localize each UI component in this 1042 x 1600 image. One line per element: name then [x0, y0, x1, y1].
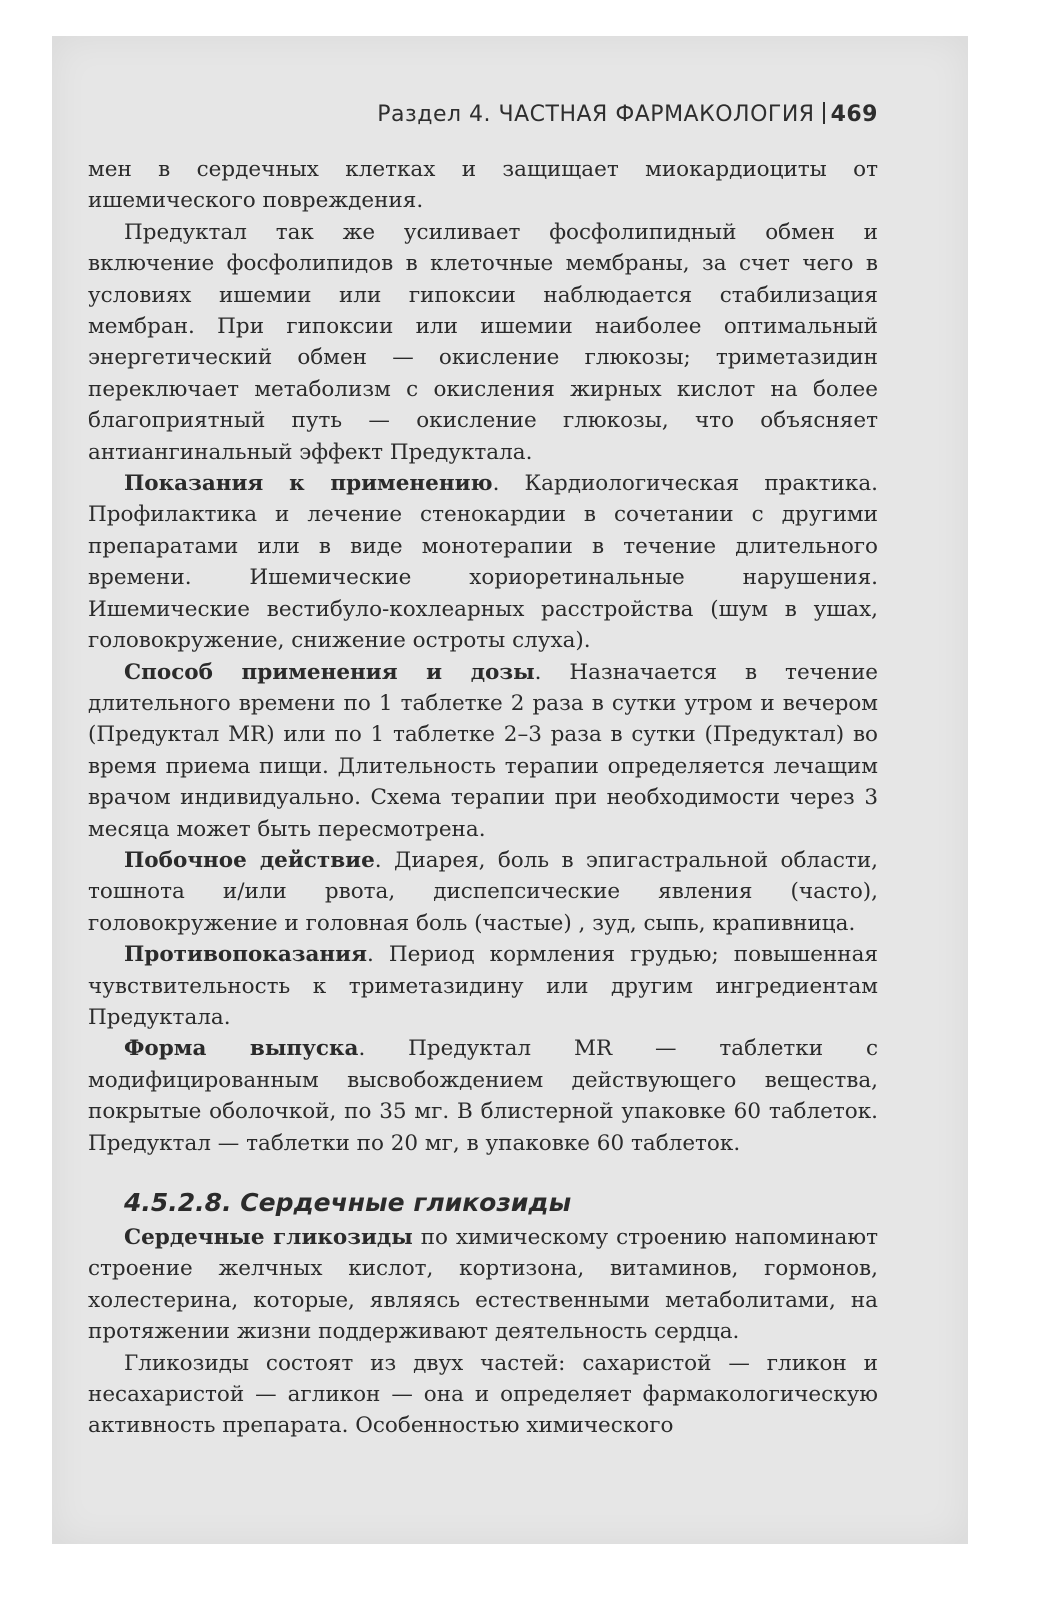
paragraph-dosage [88, 657, 878, 845]
term-release-form: Форма выпуска [124, 1036, 359, 1062]
running-header [52, 102, 878, 127]
text-indications: . Кардиологическая практика. Профилактика и лечение стенокардии в сочетании с другими препаратами или в виде монотерапии в течение длительного времени. Ишемические хориоретинальные нарушения. Ишемические вестибуло-кохлеарных расстройства (шум в ушах, головокружение, снижение остроты слуха). [88, 471, 878, 654]
header-section-title: Раздел 4. ЧАСТНАЯ ФАРМАКОЛОГИЯ [377, 102, 815, 127]
section-heading: 4.5.2.8. Сердечные гликозиды [124, 1188, 572, 1217]
paragraph-glycosides-intro [88, 1222, 878, 1348]
paragraph-glycosides-structure: Гликозиды состоят из двух частей: сахаристой — гликон и несахаристой — агликон — она и определяет фармакологическую активность препарата. Особенностью химического [88, 1350, 878, 1439]
paragraph-contraindications [88, 939, 878, 1033]
paragraph-release-form [88, 1033, 878, 1159]
text-contraindications: . Период кормления грудью; повышенная чувствительность к триметазидину или другим ингредиентам Предуктала. [88, 942, 878, 1030]
paragraph-mechanism: Предуктал так же усиливает фосфолипидный обмен и включение фосфолипидов в клеточные мембраны, за счет чего в условиях ишемии или гипоксии наблюдается стабилизация мембран. При гипоксии или ишемии наиболее оптимальный энергетический обмен — окисление глюкозы; триметазидин переключает метаболизм с окисления жирных кислот на более благоприятный путь — окисление глюкозы, что объясняет антиангинальный эффект Предуктала. [88, 219, 878, 465]
paragraph-indications [88, 468, 878, 656]
page-body [88, 154, 878, 1442]
term-indications: Показания к применению [124, 471, 493, 497]
term-side-effects: Побочное действие [124, 847, 375, 873]
text-dosage: . Назначается в течение длительного времени по 1 таблетке 2 раза в сутки утром и вечером (Предуктал MR) или по 1 таблетке 2–3 раза в сутки (Предуктал) во время приема пищи. Длительность терапии определяется лечащим врачом индивидуально. Схема терапии при необходимости через 3 месяца может быть пересмотрена. [88, 659, 878, 842]
term-contraindications: Противопоказания [124, 942, 367, 968]
text-glycosides-intro: по химическому строению напоминают строение желчных кислот, кортизона, витаминов, гормонов, холестерина, которые, являясь естественными метаболитами, на протяжении жизни поддерживают деятельность сердца. [88, 1225, 878, 1345]
book-page [52, 36, 968, 1544]
paragraph-side-effects [88, 845, 878, 939]
header-separator [823, 102, 825, 124]
paragraph-continuation: мен в сердечных клетках и защищает миокардиоциты от ишемического повреждения. [88, 157, 878, 214]
term-glycosides: Сердечные гликозиды [124, 1225, 413, 1250]
text-side-effects: . Диарея, боль в эпигастральной области, тошнота и/или рвота, диспепсические явления (часто), головокружение и головная боль (частые) , зуд, сыпь, крапивница. [88, 847, 878, 936]
page-number: 469 [830, 102, 878, 127]
text-release-form: . Предуктал MR — таблетки с модифицированным высвобождением действующего вещества, покрытые оболочкой, по 35 мг. В блистерной упаковке 60 таблеток. Предуктал — таблетки по 20 мг, в упаковке 60 таблеток. [88, 1036, 878, 1156]
term-dosage: Способ применения и дозы [124, 659, 535, 685]
